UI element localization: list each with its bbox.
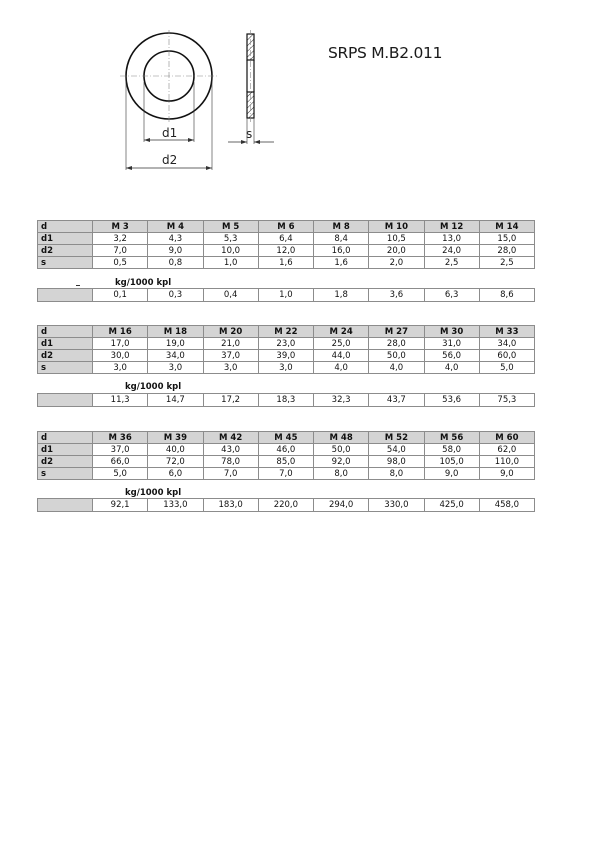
d2-cell: 10,0 [203, 245, 258, 257]
size-cell: M 12 [424, 221, 479, 233]
d2-cell: 16,0 [314, 245, 369, 257]
row-label-d1: d1 [38, 233, 93, 245]
d1-cell: 17,0 [93, 338, 148, 350]
mass-row-label [38, 289, 93, 302]
size-cell: M 39 [148, 432, 203, 444]
size-cell: M 52 [369, 432, 424, 444]
s-cell: 1,6 [258, 257, 313, 269]
mass-cell: 17,2 [203, 394, 258, 407]
d2-row [38, 456, 535, 468]
mass-cell: 133,0 [148, 499, 203, 512]
size-row [38, 326, 535, 338]
size-cell: M 6 [258, 221, 313, 233]
d2-cell: 39,0 [258, 350, 313, 362]
s-cell: 4,0 [314, 362, 369, 374]
d2-cell: 66,0 [93, 456, 148, 468]
s-label: s [246, 127, 253, 141]
size-cell: M 14 [479, 221, 534, 233]
d2-cell: 78,0 [203, 456, 258, 468]
size-cell: M 60 [479, 432, 534, 444]
mass-cell: 92,1 [93, 499, 148, 512]
size-cell: M 42 [203, 432, 258, 444]
d1-cell: 25,0 [314, 338, 369, 350]
dimension-table-3 [37, 431, 535, 480]
size-cell: M 4 [148, 221, 203, 233]
mass-table-1 [37, 288, 535, 302]
d2-label: d2 [162, 153, 178, 167]
size-cell: M 30 [424, 326, 479, 338]
mass-unit-label: kg/1000 kpl [115, 278, 172, 288]
mass-row-label [38, 394, 93, 407]
size-cell: M 24 [314, 326, 369, 338]
d1-cell: 19,0 [148, 338, 203, 350]
d1-row [38, 233, 535, 245]
row-label-d: d [38, 221, 93, 233]
row-label-s: s [38, 468, 93, 480]
d1-cell: 34,0 [479, 338, 534, 350]
d1-cell: 13,0 [424, 233, 479, 245]
standard-title: SRPS M.B2.011 [328, 44, 443, 62]
d1-cell: 21,0 [203, 338, 258, 350]
d1-cell: 23,0 [258, 338, 313, 350]
d2-cell: 56,0 [424, 350, 479, 362]
mass-cell: 425,0 [424, 499, 479, 512]
size-row [38, 432, 535, 444]
s-cell: 1,0 [203, 257, 258, 269]
size-cell: M 5 [203, 221, 258, 233]
s-cell: 0,5 [93, 257, 148, 269]
d2-cell: 30,0 [93, 350, 148, 362]
row-label-d1: d1 [38, 444, 93, 456]
washer-front-view [120, 30, 218, 170]
d1-cell: 58,0 [424, 444, 479, 456]
mass-row [38, 499, 535, 512]
size-cell: M 33 [479, 326, 534, 338]
d1-cell: 46,0 [258, 444, 313, 456]
s-cell: 7,0 [203, 468, 258, 480]
s-cell: 4,0 [369, 362, 424, 374]
row-label-d: d [38, 326, 93, 338]
mass-cell: 458,0 [479, 499, 534, 512]
row-label-d2: d2 [38, 456, 93, 468]
tick-mark [76, 285, 80, 286]
s-row [38, 468, 535, 480]
s-cell: 8,0 [369, 468, 424, 480]
d1-cell: 37,0 [93, 444, 148, 456]
d1-row [38, 338, 535, 350]
d1-cell: 62,0 [479, 444, 534, 456]
d2-cell: 72,0 [148, 456, 203, 468]
mass-cell: 8,6 [479, 289, 534, 302]
d1-cell: 3,2 [93, 233, 148, 245]
row-label-d1: d1 [38, 338, 93, 350]
size-cell: M 48 [314, 432, 369, 444]
d2-cell: 28,0 [479, 245, 534, 257]
mass-table-2 [37, 393, 535, 407]
mass-cell: 32,3 [314, 394, 369, 407]
mass-cell: 14,7 [148, 394, 203, 407]
row-label-s: s [38, 362, 93, 374]
d1-cell: 5,3 [203, 233, 258, 245]
d1-cell: 4,3 [148, 233, 203, 245]
d2-cell: 34,0 [148, 350, 203, 362]
s-cell: 8,0 [314, 468, 369, 480]
size-cell: M 45 [258, 432, 313, 444]
size-cell: M 18 [148, 326, 203, 338]
s-cell: 5,0 [93, 468, 148, 480]
row-label-d2: d2 [38, 350, 93, 362]
mass-cell: 330,0 [369, 499, 424, 512]
d1-cell: 54,0 [369, 444, 424, 456]
d2-cell: 24,0 [424, 245, 479, 257]
mass-cell: 53,6 [424, 394, 479, 407]
d2-row [38, 245, 535, 257]
d2-cell: 7,0 [93, 245, 148, 257]
mass-cell: 0,3 [148, 289, 203, 302]
size-cell: M 20 [203, 326, 258, 338]
s-cell: 3,0 [148, 362, 203, 374]
mass-table-3 [37, 498, 535, 512]
d2-cell: 44,0 [314, 350, 369, 362]
d2-cell: 98,0 [369, 456, 424, 468]
s-cell: 9,0 [424, 468, 479, 480]
mass-cell: 75,3 [479, 394, 534, 407]
d2-cell: 60,0 [479, 350, 534, 362]
s-cell: 2,0 [369, 257, 424, 269]
mass-unit-label: kg/1000 kpl [125, 488, 182, 498]
d1-cell: 8,4 [314, 233, 369, 245]
d2-row [38, 350, 535, 362]
d1-label: d1 [162, 126, 178, 140]
s-cell: 9,0 [479, 468, 534, 480]
d1-row [38, 444, 535, 456]
s-row [38, 362, 535, 374]
d2-cell: 110,0 [479, 456, 534, 468]
size-cell: M 56 [424, 432, 479, 444]
mass-cell: 3,6 [369, 289, 424, 302]
mass-row-label [38, 499, 93, 512]
d1-cell: 10,5 [369, 233, 424, 245]
mass-cell: 1,0 [258, 289, 313, 302]
d1-cell: 43,0 [203, 444, 258, 456]
mass-cell: 220,0 [258, 499, 313, 512]
washer-drawing [110, 30, 300, 180]
row-label-d: d [38, 432, 93, 444]
s-row [38, 257, 535, 269]
s-cell: 0,8 [148, 257, 203, 269]
mass-cell: 183,0 [203, 499, 258, 512]
s-cell: 2,5 [424, 257, 479, 269]
d1-cell: 6,4 [258, 233, 313, 245]
d1-cell: 50,0 [314, 444, 369, 456]
d2-cell: 12,0 [258, 245, 313, 257]
mass-cell: 18,3 [258, 394, 313, 407]
s-cell: 4,0 [424, 362, 479, 374]
mass-cell: 0,4 [203, 289, 258, 302]
mass-cell: 0,1 [93, 289, 148, 302]
d2-cell: 37,0 [203, 350, 258, 362]
mass-cell: 11,3 [93, 394, 148, 407]
d1-cell: 31,0 [424, 338, 479, 350]
mass-row [38, 289, 535, 302]
dimension-table-2 [37, 325, 535, 374]
d2-cell: 50,0 [369, 350, 424, 362]
row-label-d2: d2 [38, 245, 93, 257]
s-cell: 5,0 [479, 362, 534, 374]
s-cell: 3,0 [258, 362, 313, 374]
dimension-table-1 [37, 220, 535, 269]
s-cell: 3,0 [93, 362, 148, 374]
size-cell: M 22 [258, 326, 313, 338]
d1-cell: 15,0 [479, 233, 534, 245]
row-label-s: s [38, 257, 93, 269]
size-cell: M 3 [93, 221, 148, 233]
s-cell: 7,0 [258, 468, 313, 480]
mass-row [38, 394, 535, 407]
mass-cell: 294,0 [314, 499, 369, 512]
s-cell: 1,6 [314, 257, 369, 269]
mass-unit-label: kg/1000 kpl [125, 382, 182, 392]
mass-cell: 6,3 [424, 289, 479, 302]
mass-cell: 43,7 [369, 394, 424, 407]
d2-cell: 92,0 [314, 456, 369, 468]
s-cell: 3,0 [203, 362, 258, 374]
d2-cell: 85,0 [258, 456, 313, 468]
size-cell: M 36 [93, 432, 148, 444]
size-row [38, 221, 535, 233]
d2-cell: 105,0 [424, 456, 479, 468]
d2-cell: 20,0 [369, 245, 424, 257]
d2-cell: 9,0 [148, 245, 203, 257]
d1-cell: 28,0 [369, 338, 424, 350]
size-cell: M 8 [314, 221, 369, 233]
size-cell: M 27 [369, 326, 424, 338]
d1-cell: 40,0 [148, 444, 203, 456]
size-cell: M 10 [369, 221, 424, 233]
s-cell: 2,5 [479, 257, 534, 269]
size-cell: M 16 [93, 326, 148, 338]
s-cell: 6,0 [148, 468, 203, 480]
mass-cell: 1,8 [314, 289, 369, 302]
